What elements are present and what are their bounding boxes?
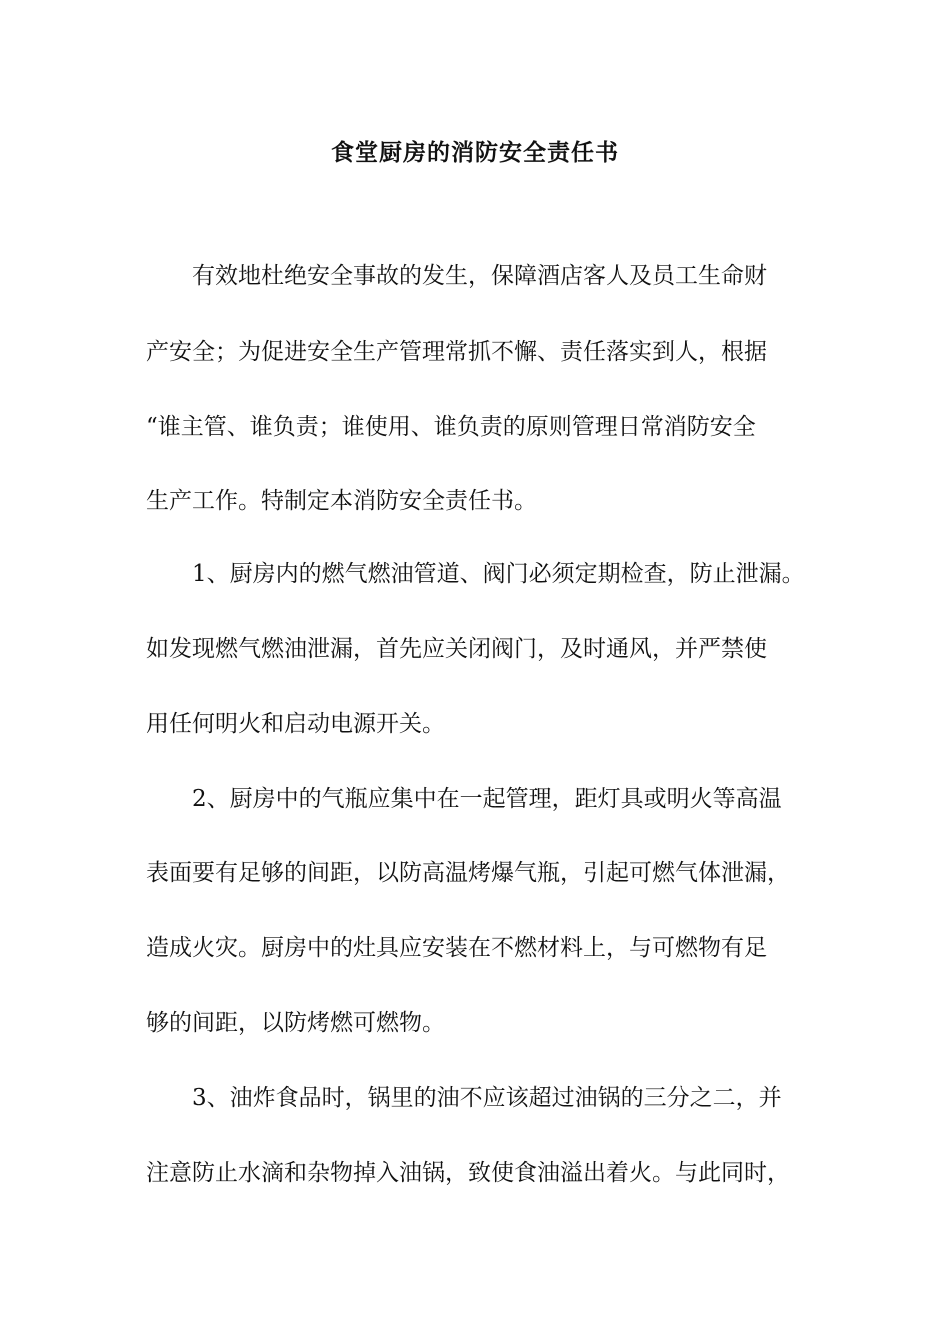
paragraph-line: 造成火灾。厨房中的灶具应安装在不燃材料上，与可燃物有足	[146, 935, 767, 961]
paragraph-line: 有效地杜绝安全事故的发生，保障酒店客人及员工生命财	[192, 263, 767, 289]
paragraph-line: 如发现燃气燃油泄漏，首先应关闭阀门，及时通风，并严禁使	[146, 636, 767, 662]
paragraph-line: 表面要有足够的间距，以防高温烤爆气瓶，引起可燃气体泄漏，	[146, 860, 790, 886]
paragraph-line: 用任何明火和启动电源开关。	[146, 711, 445, 737]
paragraph-line: 2、厨房中的气瓶应集中在一起管理，距灯具或明火等高温	[192, 786, 782, 812]
paragraph-line: 3、油炸食品时，锅里的油不应该超过油锅的三分之二，并	[192, 1085, 782, 1111]
paragraph-line: 够的间距，以防烤燃可燃物。	[146, 1010, 445, 1036]
paragraph-line: 产安全；为促进安全生产管理常抓不懈、责任落实到人，根据	[146, 339, 767, 365]
document-title: 食堂厨房的消防安全责任书	[331, 140, 619, 166]
paragraph-line: 生产工作。特制定本消防安全责任书。	[146, 488, 537, 514]
paragraph-line: 注意防止水滴和杂物掉入油锅，致使食油溢出着火。与此同时，	[146, 1160, 790, 1186]
paragraph-line: 1、厨房内的燃气燃油管道、阀门必须定期检查，防止泄漏。	[192, 561, 805, 587]
paragraph-line: “谁主管、谁负责；谁使用、谁负责的原则管理日常消防安全	[146, 414, 756, 440]
